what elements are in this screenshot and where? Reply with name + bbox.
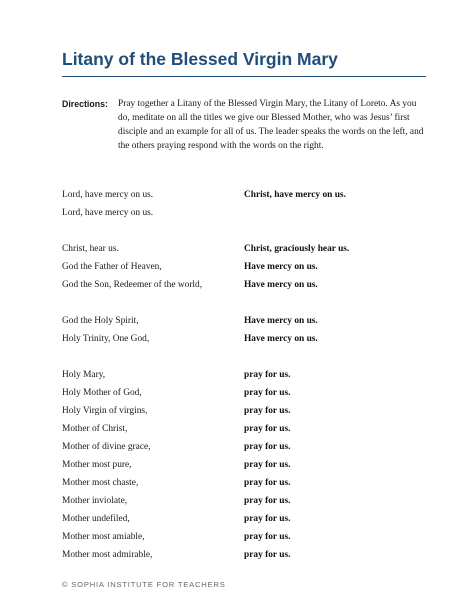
litany-line bbox=[62, 314, 432, 328]
directions-text: Pray together a Litany of the Blessed Virgin Mary, the Litany of Loreto. As you do, meditate on all the titles we give our Blessed Mother, who was Jesus’ first disciple and an example for all of us. The leader speaks the words on the left, and the others praying respond with the words on the right. bbox=[118, 99, 424, 151]
people-response: pray for us. bbox=[244, 532, 291, 542]
people-response: pray for us. bbox=[244, 406, 291, 416]
leader-call: Mother most amiable, bbox=[62, 532, 145, 542]
litany-line bbox=[62, 278, 432, 292]
litany-line bbox=[62, 188, 432, 202]
leader-call: Mother most admirable, bbox=[62, 550, 153, 560]
people-response: pray for us. bbox=[244, 550, 291, 560]
litany-line bbox=[62, 368, 432, 382]
litany-line bbox=[62, 476, 432, 490]
people-response: Have mercy on us. bbox=[244, 262, 318, 272]
litany-line bbox=[62, 386, 432, 400]
people-response: pray for us. bbox=[244, 460, 291, 470]
litany-line bbox=[62, 458, 432, 472]
leader-call: Mother most pure, bbox=[62, 460, 132, 470]
litany-line bbox=[62, 494, 432, 508]
people-response: Christ, have mercy on us. bbox=[244, 190, 346, 200]
litany-line bbox=[62, 404, 432, 418]
directions-label: Directions: bbox=[62, 99, 108, 109]
litany-line bbox=[62, 548, 432, 562]
litany-line bbox=[62, 512, 432, 526]
title-divider bbox=[62, 76, 426, 77]
people-response: pray for us. bbox=[244, 388, 291, 398]
leader-call: Mother undefiled, bbox=[62, 514, 130, 524]
leader-call: Mother of divine grace, bbox=[62, 442, 151, 452]
leader-call: Holy Mary, bbox=[62, 370, 106, 380]
people-response: pray for us. bbox=[244, 478, 291, 488]
litany-line bbox=[62, 422, 432, 436]
leader-call: Mother inviolate, bbox=[62, 496, 128, 506]
people-response: pray for us. bbox=[244, 442, 291, 452]
litany-line bbox=[62, 332, 432, 346]
litany-line bbox=[62, 440, 432, 454]
leader-call: Christ, hear us. bbox=[62, 244, 119, 254]
leader-call: Lord, have mercy on us. bbox=[62, 190, 154, 200]
people-response: Christ, graciously hear us. bbox=[244, 244, 350, 254]
leader-call: God the Son, Redeemer of the world, bbox=[62, 280, 203, 290]
people-response: pray for us. bbox=[244, 370, 291, 380]
leader-call: Holy Mother of God, bbox=[62, 388, 142, 398]
page-title: Litany of the Blessed Virgin Mary bbox=[62, 49, 338, 69]
people-response: pray for us. bbox=[244, 514, 291, 524]
people-response: pray for us. bbox=[244, 424, 291, 434]
people-response: Have mercy on us. bbox=[244, 334, 318, 344]
leader-call: Lord, have mercy on us. bbox=[62, 208, 154, 218]
leader-call: God the Father of Heaven, bbox=[62, 262, 162, 272]
litany-line bbox=[62, 530, 432, 544]
leader-call: Holy Virgin of virgins, bbox=[62, 406, 148, 416]
people-response: Have mercy on us. bbox=[244, 316, 318, 326]
litany-line bbox=[62, 260, 432, 274]
litany-line bbox=[62, 242, 432, 256]
people-response: Have mercy on us. bbox=[244, 280, 318, 290]
litany-line bbox=[62, 206, 432, 220]
leader-call: Holy Trinity, One God, bbox=[62, 334, 150, 344]
leader-call: Mother most chaste, bbox=[62, 478, 139, 488]
people-response: pray for us. bbox=[244, 496, 291, 506]
copyright-footer: © SOPHIA INSTITUTE FOR TEACHERS bbox=[62, 580, 226, 589]
leader-call: Mother of Christ, bbox=[62, 424, 128, 434]
leader-call: God the Holy Spirit, bbox=[62, 316, 139, 326]
